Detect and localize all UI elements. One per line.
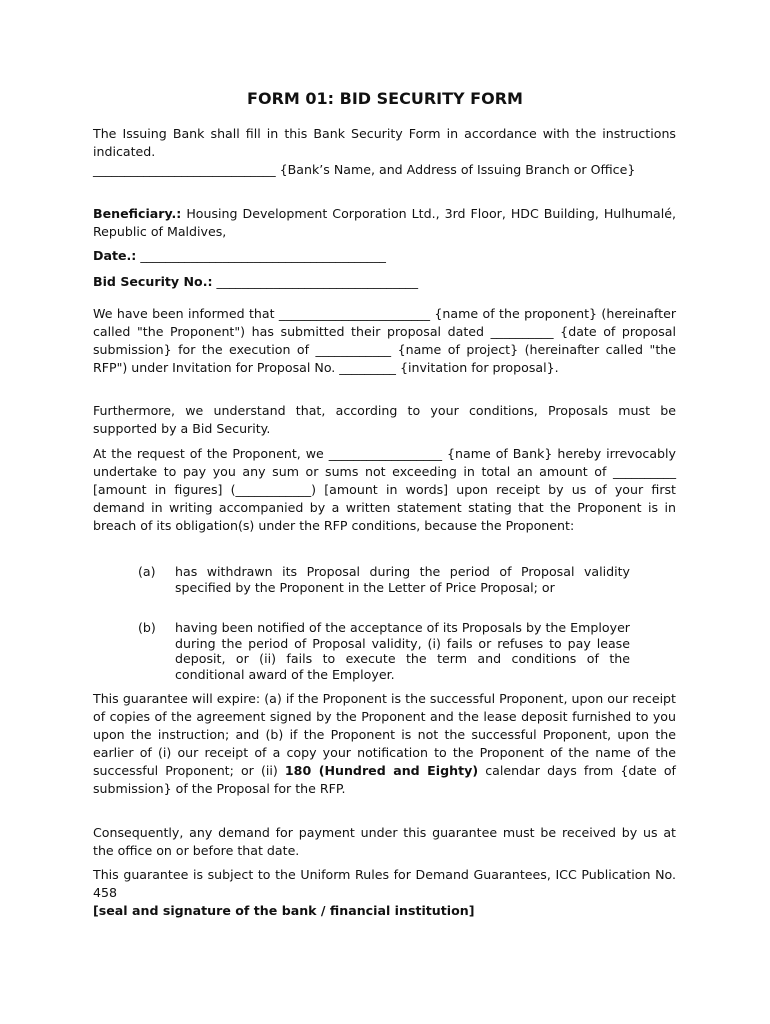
furthermore-paragraph: Furthermore, we understand that, according to your conditions, Proposals must be supported by a Bid Security. bbox=[93, 403, 676, 436]
condition-item-a bbox=[138, 564, 630, 595]
condition-label: (a) bbox=[138, 564, 156, 579]
expiry-text-end: calendar days from {date of submission} of the Proposal for the RFP. bbox=[93, 763, 676, 796]
expiry-text: This guarantee will expire: (a) if the Proponent is the successful Proponent, upon our receipt of copies of the agreement signed by the Proponent and the lease deposit furnished to you upon the instruction; and (b) if the Proponent is not the successful Proponent, upon the earlier of (i) our receipt of a copy your notification to the Proponent of the name of the successful Proponent; or (ii) bbox=[93, 691, 676, 778]
condition-text: having been notified of the acceptance of its Proposals by the Employer during the period of Proposal validity, (i) fails or refuses to pay lease deposit, or (ii) fails to execute the term and conditions of the conditional award of the Employer. bbox=[175, 620, 630, 682]
expiry-paragraph bbox=[93, 690, 676, 798]
subject-paragraph bbox=[93, 866, 676, 920]
beneficiary-block bbox=[93, 205, 676, 241]
subject-text: This guarantee is subject to the Uniform Rules for Demand Guarantees, ICC Publication No. 458 bbox=[93, 867, 676, 900]
bid-security-line bbox=[93, 273, 676, 291]
bank-name-line: _____________________________ {Bank’s Name, and Address of Issuing Branch or Office} bbox=[93, 162, 636, 177]
consequently-paragraph: Consequently, any demand for payment under this guarantee must be received by us at the office on or before that date. bbox=[93, 825, 676, 858]
bid-security-label: Bid Security No.: bbox=[93, 274, 213, 289]
intro-paragraph bbox=[93, 125, 676, 179]
condition-item-b bbox=[138, 620, 630, 682]
intro-text: The Issuing Bank shall fill in this Bank Security Form in accordance with the instructions indicated. bbox=[93, 126, 676, 159]
beneficiary-label: Beneficiary.: bbox=[93, 206, 182, 221]
date-label: Date.: bbox=[93, 248, 137, 263]
expiry-days: 180 (Hundred and Eighty) bbox=[284, 763, 479, 778]
condition-text: has withdrawn its Proposal during the period of Proposal validity specified by the Proponent in the Letter of Price Proposal; or bbox=[175, 564, 630, 595]
seal-signature-line: [seal and signature of the bank / financial institution] bbox=[93, 903, 475, 918]
beneficiary-value: Housing Development Corporation Ltd., 3rd Floor, HDC Building, Hulhumalé, Republic of Maldives, bbox=[93, 206, 676, 239]
bid-security-blank: ________________________________ bbox=[212, 274, 419, 289]
informed-paragraph: We have been informed that ________________________ {name of the proponent} (hereinafter called "the Proponent") has submitted their proposal dated __________ {date of proposal submission} for the execution of ____________ {name of project} (hereinafter called "the RFP") under Invitation for Proposal No. _________ {invitation for proposal}. bbox=[93, 306, 676, 375]
date-blank: _______________________________________ bbox=[136, 248, 386, 263]
condition-label: (b) bbox=[138, 620, 156, 635]
request-paragraph: At the request of the Proponent, we __________________ {name of Bank} hereby irrevocably undertake to pay you any sum or sums not exceeding in total an amount of __________ [amount in figures] (____________) [amount in words] upon receipt by us of your first demand in writing accompanied by a written statement stating that the Proponent is in breach of its obligation(s) under the RFP conditions, because the Proponent: bbox=[93, 446, 676, 533]
page-title: FORM 01: BID SECURITY FORM bbox=[247, 89, 523, 108]
date-line bbox=[93, 247, 676, 265]
